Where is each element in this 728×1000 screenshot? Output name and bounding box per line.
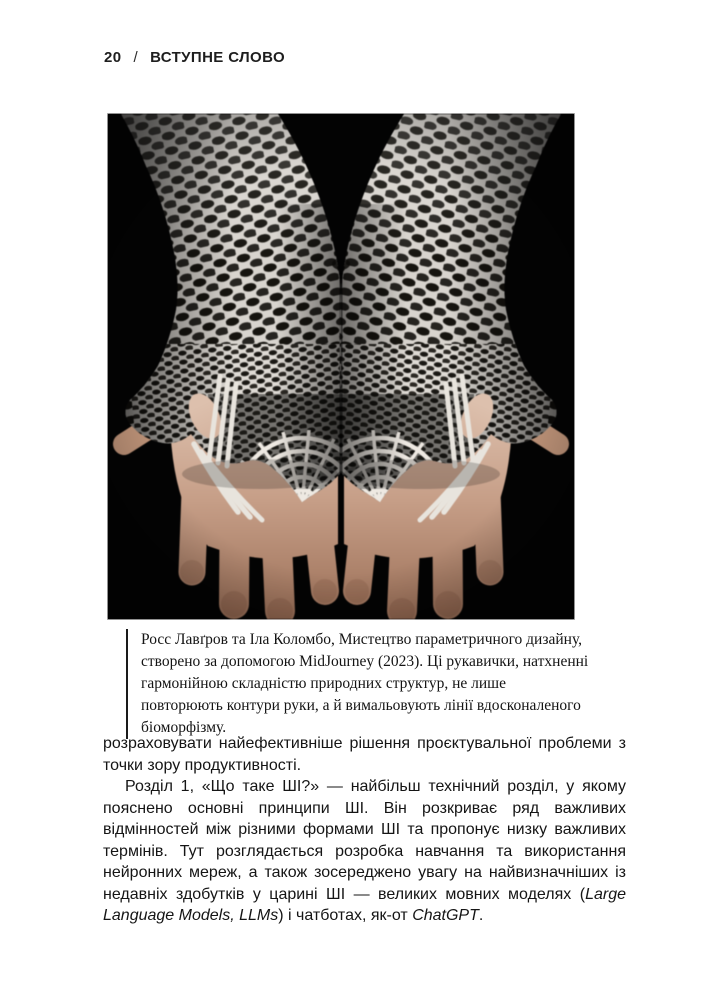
paragraph: Розділ 1, «Що таке ШІ?» — найбільш технічний розділ, у якому пояснено основні принципи ШІ. Він розкриває ряд важливих відмінностей між різними формами ШІ та пропонує низку важливих термінів. Тут розглядається розробка навчання та використання нейронних мереж, а також зосереджено увагу на найвизначніших із недавніх здобутків у царині ШІ — великих мовних моделях (Large Language Models, LLMs) і чатботах, як-от ChatGPT.: [103, 778, 626, 924]
running-header: [104, 49, 285, 66]
figure-image: [107, 113, 575, 620]
figure-caption: Росс Лавґров та Іла Коломбо, Мистецтво параметричного дизайну, створено за допомогою MidJourney (2023). Ці рукавички, натхненні гармонійною складністю природних структур, не лише повторюють контури руки, а й вимальовують лінії вдосконаленого біоморфізму.: [126, 629, 590, 739]
paragraph: розраховувати найефективніше рішення проєктувальної проблеми з точки зору продуктивності.: [103, 735, 626, 774]
header-divider: /: [133, 49, 139, 66]
section-title: ВСТУПНЕ СЛОВО: [150, 49, 286, 66]
page-number: 20: [104, 49, 122, 66]
body-text: [103, 733, 626, 927]
gloves-photo-illustration: [108, 114, 574, 619]
